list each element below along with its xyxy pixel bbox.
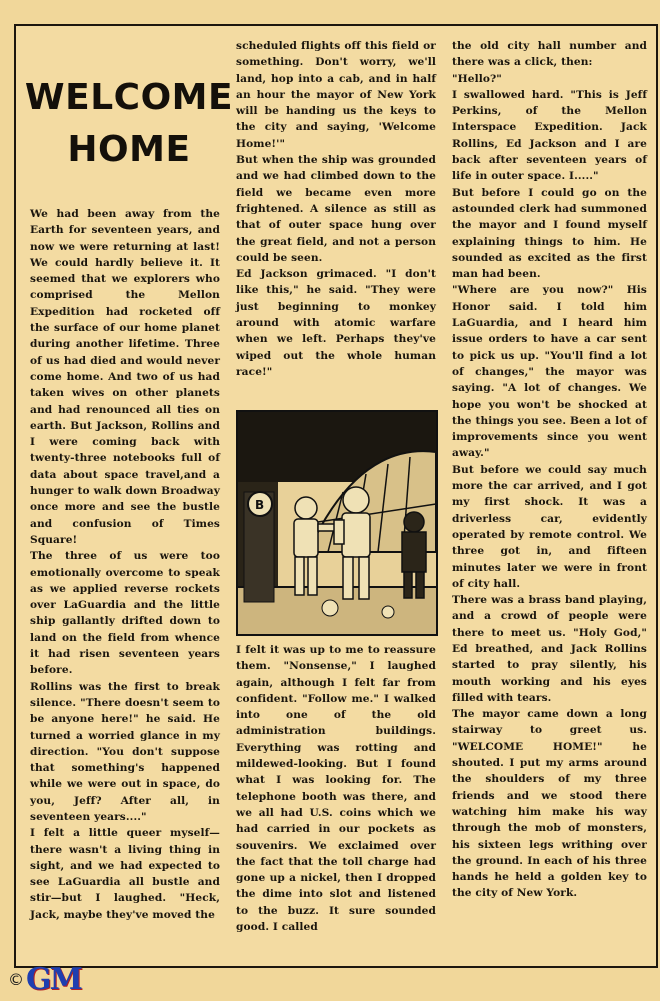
story-column-3: the old city hall number and there was a click, then: "Hello?" I swallowed hard. "This is Jeff Perkins, of the Mellon Interspace Expedition. Jack Rollins, Ed Jackson and I are back after seventeen years of life in outer space. I....." But before I could go on the astounded clerk had summoned the mayor and I found myself explaining things to him. He sounded as excited as the first man had been. "Where are you now?" His Honor said. I told him LaGuardia, and I heard him issue orders to have a car sent to pick us up. "You'll find a lot of changes," the mayor was saying. "A lot of changes. We hope you won't be shocked at the things you see. Been a lot of improvements since you went away." But before we could say much more the car arrived, and I got my first shock. It was a driverless car, evidently operated by remote control. We three got in, and fifteen minutes later we were in front of city hall. There was a brass band playing, and a crowd of people were there to meet us. "Holy God," Ed breathed, and Jack Rollins started to pray silently, his mouth working and his eyes filled with tears. The mayor came down a long stairway to greet us. "WELCOME HOME!" he shouted. I put my arms around the shoulders of my three friends and we stood there watching him make his way through the mob of monsters, his sixteen legs writhing over the ground. In each of his three hands he held a golden key to the city of New York. [452, 40, 647, 900]
story-column-1: We had been away from the Earth for seventeen years, and now we were returning at last! We could hardly believe it. It seemed that we explorers who comprised the Mellon Expedition had rocketed off the surface of our home planet during another lifetime. Three of us had died and would never come home. And two of us had taken wives on other planets and had renounced all ties on earth. But Jackson, Rollins and I were coming back with twenty-three notebooks full of data about space travel,and a hunger to walk down Broadway once more and see the bustle and confusion of Times Square! The three of us were too emotionally overcome to speak as we applied reverse rockets over LaGuardia and the little ship gallantly drifted down to land on the field from whence it had risen seventeen years before. Rollins was the first to break silence. "There doesn't seem to be anyone here!" he said. He turned a worried glance in my direction. "You don't suppose that something's happened while we were out in space, do you, Jeff? After all, in seventeen years...." I felt a little queer myself—there wasn't a living thing in sight, and we had expected to see LaGuardia all bustle and stir—but I laughed. "Heck, Jack, maybe they've moved the [30, 208, 220, 921]
svg-text:B: B [255, 498, 265, 512]
story-title-line2: HOME [67, 129, 191, 170]
astronaut-scene-image [238, 412, 436, 634]
story-column-2-bottom: I felt it was up to me to reassure them. "Nonsense," I laughed again, although I felt far from confident. "Follow me." I walked into one of the old administration buildings. Everything was rotting and mildewed-looking. But I found what I was looking for. The telephone booth was there, and we all had U.S. coins which we had carried in our pockets as souvenirs. We exclaimed over the fact that the toll charge had gone up a nickel, then I dropped the dime into slot and listened to the buzz. It sure sounded good. I called [236, 644, 436, 934]
story-title-line1: WELCOME [24, 77, 234, 118]
astronaut-illustration [236, 410, 438, 636]
copyright-symbol: © [8, 969, 24, 989]
gm-logo-text: GM [26, 961, 81, 997]
story-column-2-top: scheduled flights off this field or something. Don't worry, we'll land, hop into a cab, and in half an hour the mayor of New York will be handing us the keys to the city and saying, 'Welcome Home!'" But when the ship was grounded and we had climbed down to the field we became even more frightened. A silence as still as that of outer space hung over the great field, and not a person could be seen. Ed Jackson grimaced. "I don't like this," he said. "They were just beginning to monkey around with atomic warfare when we left. Perhaps they've wiped out the whole human race!" [236, 40, 436, 378]
publisher-logo [8, 962, 81, 996]
